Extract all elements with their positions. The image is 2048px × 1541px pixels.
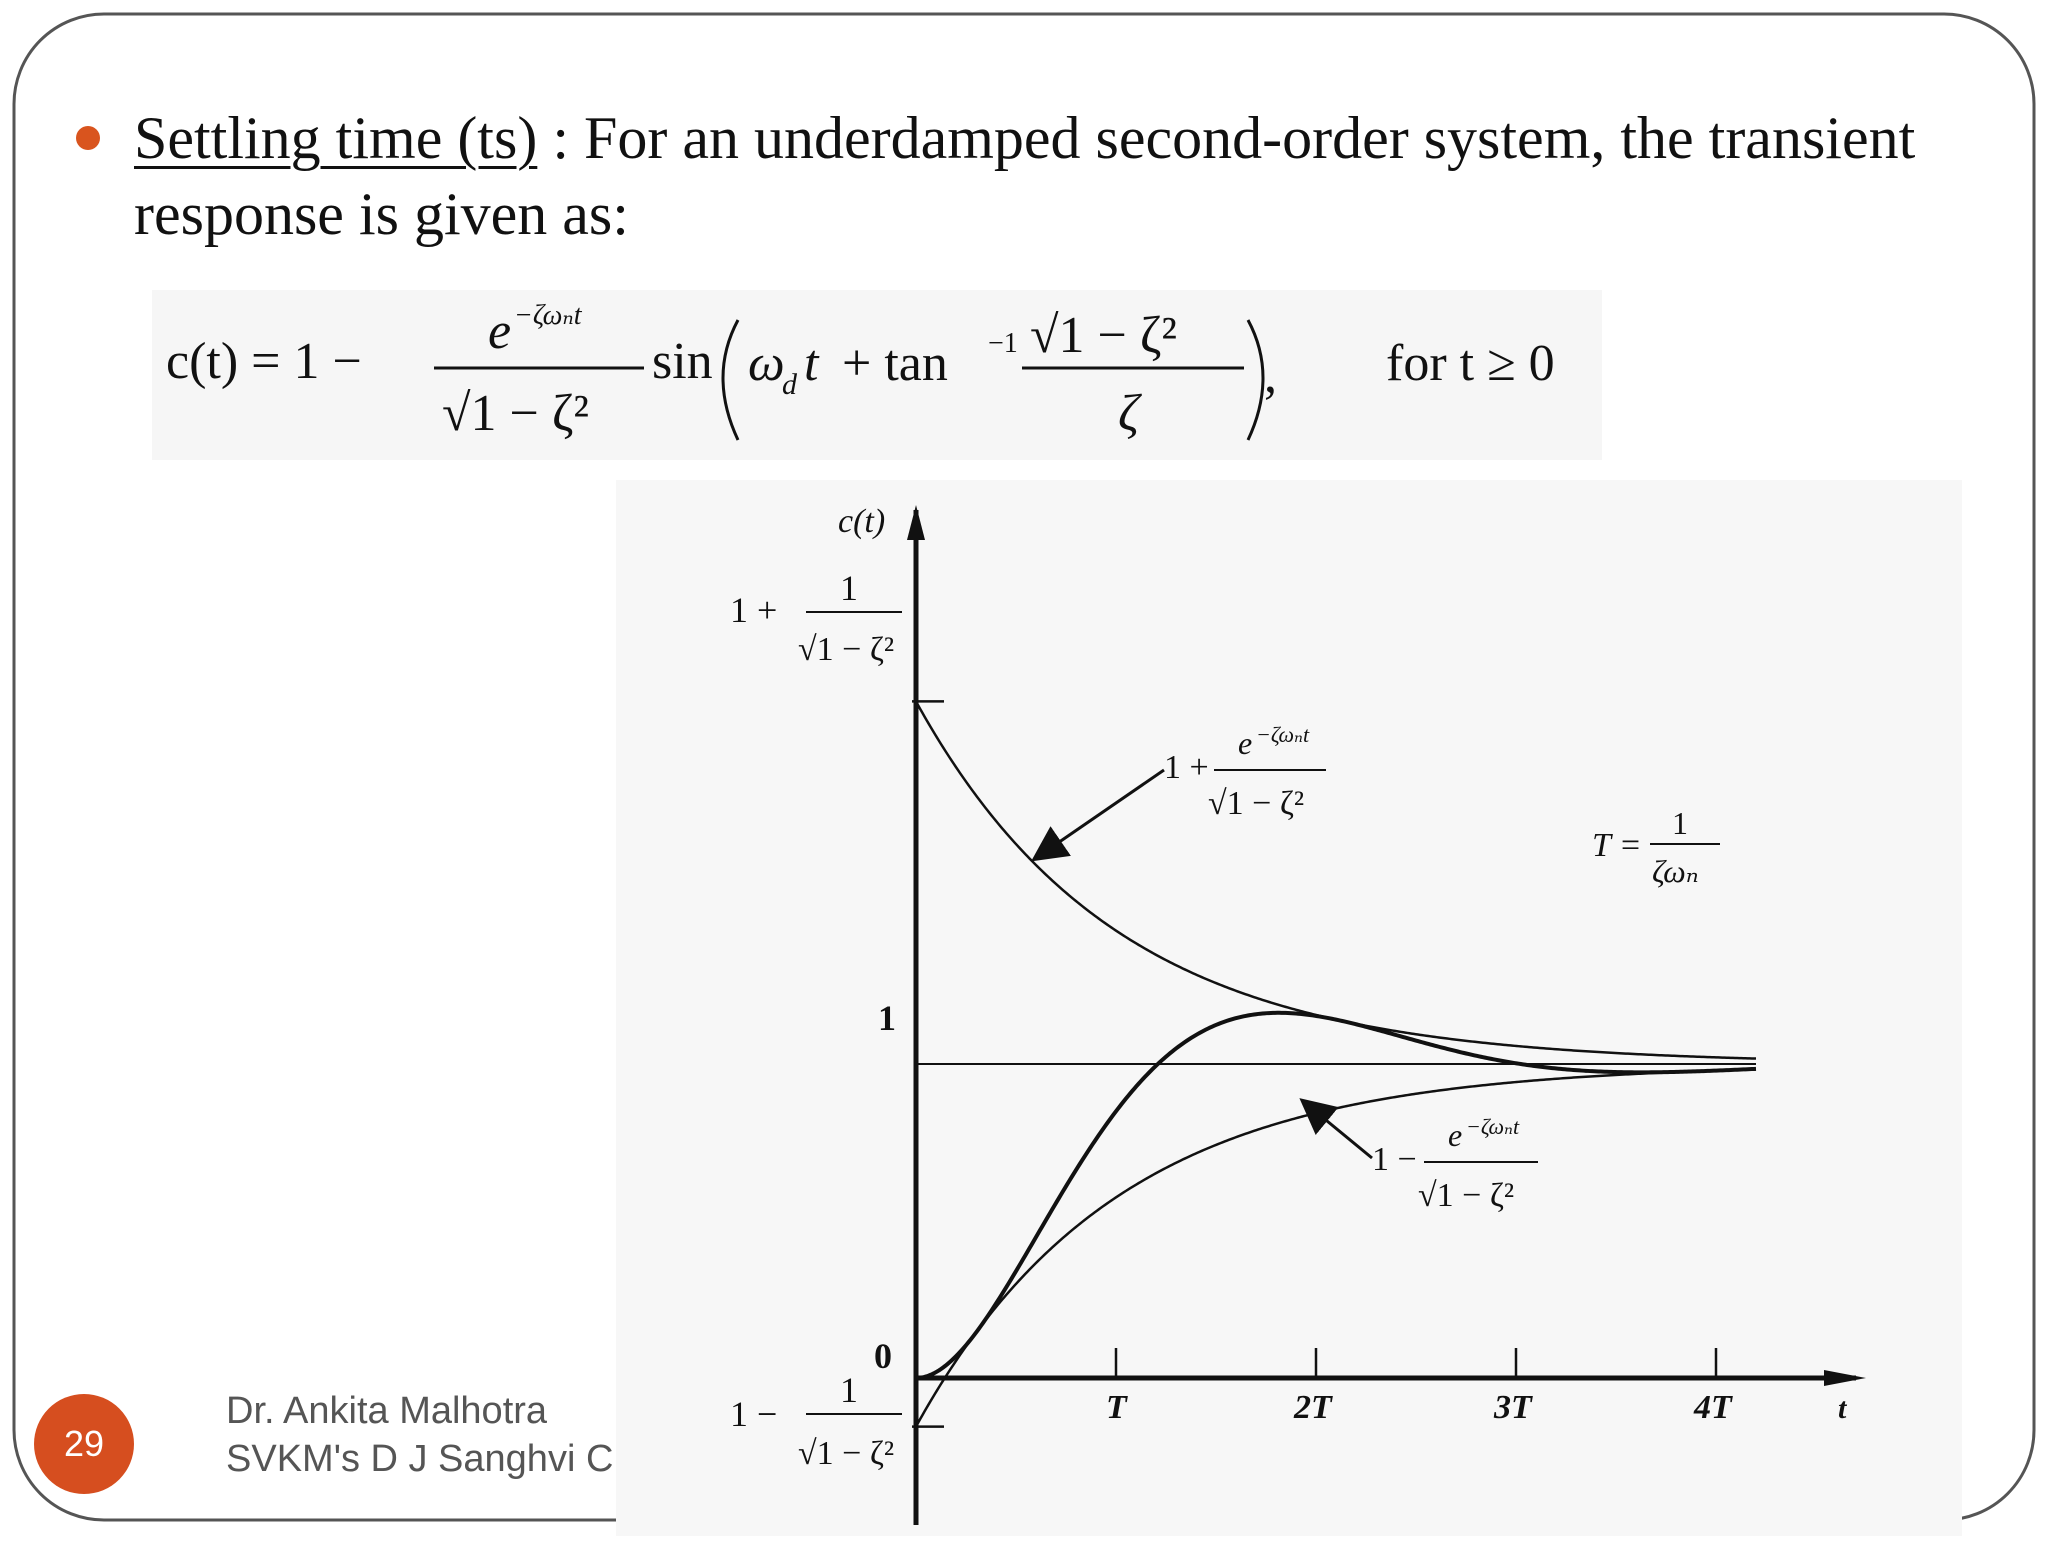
response-chart: [616, 480, 1962, 1536]
upper-envelope-arrow: [1036, 770, 1164, 858]
step-response-curve: [916, 1013, 1756, 1378]
lower-envelope-label: [1372, 1114, 1538, 1214]
y-label-one: 1: [878, 998, 896, 1038]
lower-envelope-arrow: [1304, 1102, 1372, 1158]
eq-left-paren: [723, 320, 738, 440]
upper-envelope-curve: [916, 701, 1756, 1058]
svg-text:√1 − ζ²: √1 − ζ²: [798, 631, 895, 668]
x-tick-label: T: [1106, 1389, 1127, 1426]
eq-comma: ,: [1264, 347, 1277, 404]
x-tick-label: 4T: [1694, 1389, 1732, 1426]
eq-omega-sub: d: [782, 368, 797, 401]
svg-text:T =: T =: [1592, 827, 1642, 864]
x-axis-arrow: [1824, 1370, 1866, 1386]
eq-condition: for t ≥ 0: [1386, 335, 1555, 392]
bullet-text: [134, 100, 1984, 252]
upper-peak-label: [730, 568, 902, 668]
bullet-body: : For an underdamped second-order system, the transient response is given as:: [134, 105, 1916, 247]
equation-image: [152, 290, 1602, 460]
x-tick-label: 3T: [1494, 1389, 1532, 1426]
response-figure: [616, 480, 1962, 1536]
svg-text:1: 1: [1672, 805, 1688, 841]
svg-text:−ζωₙt: −ζωₙt: [1256, 722, 1310, 747]
axes: [907, 505, 1866, 1525]
svg-text:1 −: 1 −: [1372, 1141, 1417, 1178]
svg-text:e: e: [1448, 1117, 1463, 1153]
eq-numerator-exp: −ζωₙt: [514, 300, 582, 331]
eq-t: t: [804, 335, 819, 392]
svg-text:1: 1: [840, 568, 858, 608]
svg-text:e: e: [1238, 725, 1253, 761]
curves: [912, 701, 1756, 1426]
eq-tan-exp: −1: [988, 328, 1018, 359]
eq-plus-tan: + tan: [842, 335, 948, 392]
x-tick-label: 2T: [1294, 1389, 1332, 1426]
y-axis-arrow: [907, 505, 925, 540]
y-axis-label: c(t): [838, 503, 886, 540]
bullet-term: Settling time (ts): [134, 105, 538, 171]
svg-text:−ζωₙt: −ζωₙt: [1466, 1114, 1520, 1139]
eq-sin: sin: [652, 333, 713, 390]
svg-text:1: 1: [840, 1370, 858, 1410]
eq-omega: ω: [748, 335, 785, 392]
footer-author: Dr. Ankita Malhotra: [226, 1390, 548, 1432]
svg-text:√1 − ζ²: √1 − ζ²: [1208, 785, 1305, 822]
lower-envelope-curve: [916, 1069, 1756, 1426]
page-number-badge: 29: [34, 1394, 134, 1494]
bullet-dot: [76, 126, 100, 150]
x-axis-label: t: [1838, 1392, 1847, 1425]
equation-svg: [152, 290, 1602, 460]
lower-start-label: [730, 1370, 902, 1472]
y-label-zero: 0: [874, 1336, 892, 1376]
svg-text:1 +: 1 +: [730, 590, 778, 630]
eq-lhs: c(t) = 1 −: [166, 333, 362, 390]
svg-text:ζωₙ: ζωₙ: [1652, 853, 1699, 889]
eq-denominator: √1 − ζ²: [442, 385, 589, 442]
x-ticks: [1106, 1348, 1733, 1426]
upper-envelope-label: [1164, 722, 1326, 822]
T-definition: [1592, 805, 1720, 889]
footer-institute: SVKM's D J Sanghvi C: [226, 1438, 614, 1480]
svg-text:1 −: 1 −: [730, 1394, 778, 1434]
svg-text:1 +: 1 +: [1164, 749, 1209, 786]
svg-text:√1 − ζ²: √1 − ζ²: [798, 1435, 895, 1472]
eq-right-paren: [1248, 320, 1263, 440]
eq-frac-num: √1 − ζ²: [1030, 307, 1177, 364]
eq-frac-den: ζ: [1118, 385, 1140, 442]
svg-text:√1 − ζ²: √1 − ζ²: [1418, 1177, 1515, 1214]
eq-numerator: e: [488, 303, 512, 360]
